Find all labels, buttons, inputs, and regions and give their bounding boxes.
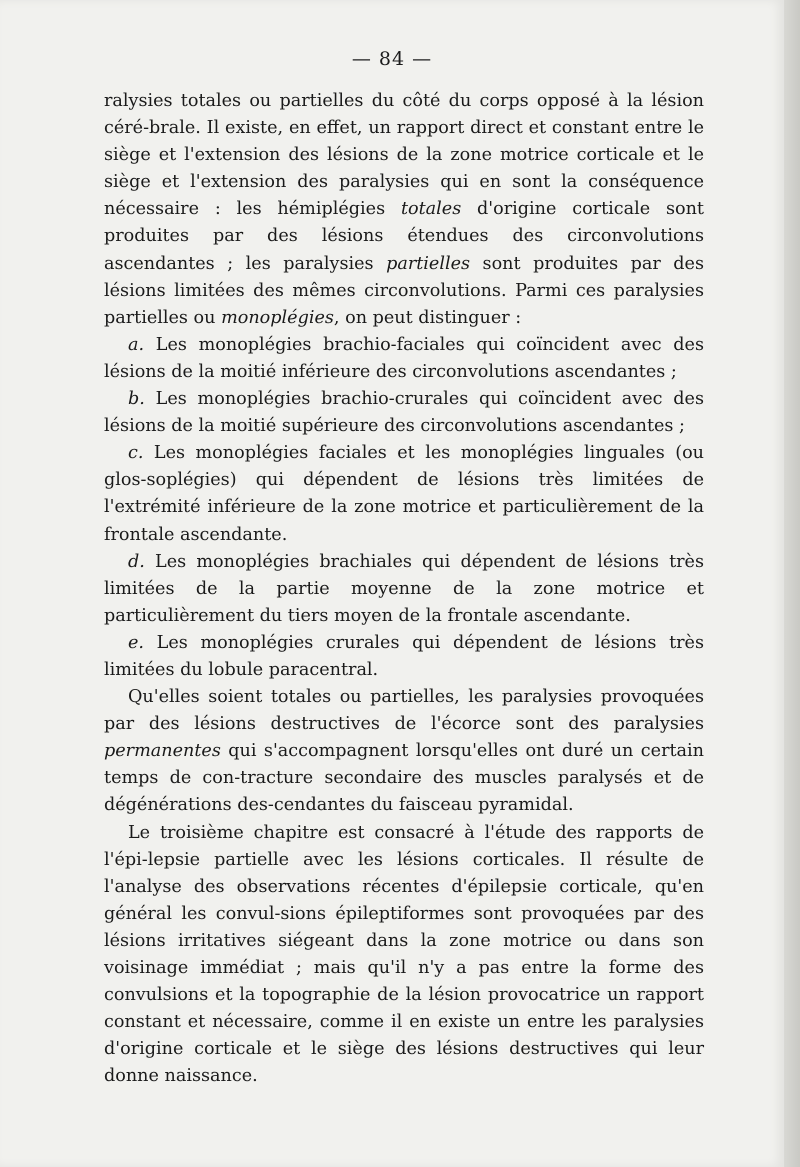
text-run: ralysies totales ou partielles du côté du corps opposé à la lésion céré-brale. Il existe, en effet, un rapport direct et constant entre le siège et l'extension des lésions de la zone motrice corticale et le siège et l'extension des paralysies qui en sont la conséquence nécessaire : les hémiplégies [104,91,704,220]
italic-text: totales [400,199,462,220]
text-run: Les monoplégies brachiales qui dépendent de lésions très limitées de la partie moyenne de la zone motrice et particulièrement du tiers moyen de la frontale ascendante. [104,551,704,626]
italic-text: partielles [386,253,471,274]
text-run: Les monoplégies faciales et les monoplégies linguales (ou glos-soplégies) qui dépendent de lésions très limitées de l'extrémité inférieure de la zone motrice et particulièrement de la frontale ascendante. [104,443,704,545]
paragraph-p7 [104,820,704,1091]
text-run: qui s'accompagnent lorsqu'elles ont duré un certain temps de con-tracture secondaire des muscles paralysés et de dégénérations des-cendantes du faisceau pyramidal. [104,741,704,816]
paragraph-p4 [104,549,704,630]
paragraph-p0 [104,88,704,332]
page-edge-shadow [784,0,800,1167]
text-run: sont produites par des lésions limitées des mêmes circonvolutions. Parmi ces paralysies partielles ou [104,253,704,328]
body-text [104,88,704,1090]
page-number: — 84 — [351,48,433,70]
paragraph-p5 [104,630,704,684]
italic-text: c. [128,443,144,464]
italic-text: e. [128,632,145,653]
italic-text: permanentes [104,741,221,762]
text-run: Les monoplégies brachio-crurales qui coïncident avec des lésions de la moitié supérieure des circonvolutions ascendantes ; [104,389,704,437]
paragraph-p1 [104,332,704,386]
text-run: Qu'elles soient totales ou partielles, les paralysies provoquées par des lésions destructives de l'écorce sont des paralysies [104,687,704,735]
italic-text: b. [128,389,145,410]
paragraph-p3 [104,440,704,548]
text-run: d'origine corticale sont produites par des lésions étendues des circonvolutions ascendantes ; les paralysies [104,199,704,274]
italic-text: d. [128,551,145,572]
text-run: Les monoplégies brachio-faciales qui coïncident avec des lésions de la moitié inférieure des circonvolutions ascendantes ; [104,334,704,382]
text-run: Les monoplégies crurales qui dépendent de lésions très limitées du lobule paracentral. [104,632,704,680]
paragraph-p6 [104,684,704,819]
italic-text: a. [128,334,145,355]
text-run: Le troisième chapitre est consacré à l'étude des rapports de l'épi-lepsie partielle avec les lésions corticales. Il résulte de l'analyse des observations récentes d'épilepsie corticale, qu'en général les convul-sions épileptiformes sont provoquées par des lésions irritatives siégeant dans la zone motrice ou dans son voisinage immédiat ; mais qu'il n'y a pas entre la forme des convulsions et la topographie de la lésion provocatrice un rapport constant et nécessaire, comme il en existe un entre les paralysies d'origine corticale et le siège des lésions destructives qui leur donne naissance. [104,822,704,1087]
italic-text: monoplégies [221,307,334,328]
text-run: , on peut distinguer : [333,307,522,328]
paragraph-p2 [104,386,704,440]
